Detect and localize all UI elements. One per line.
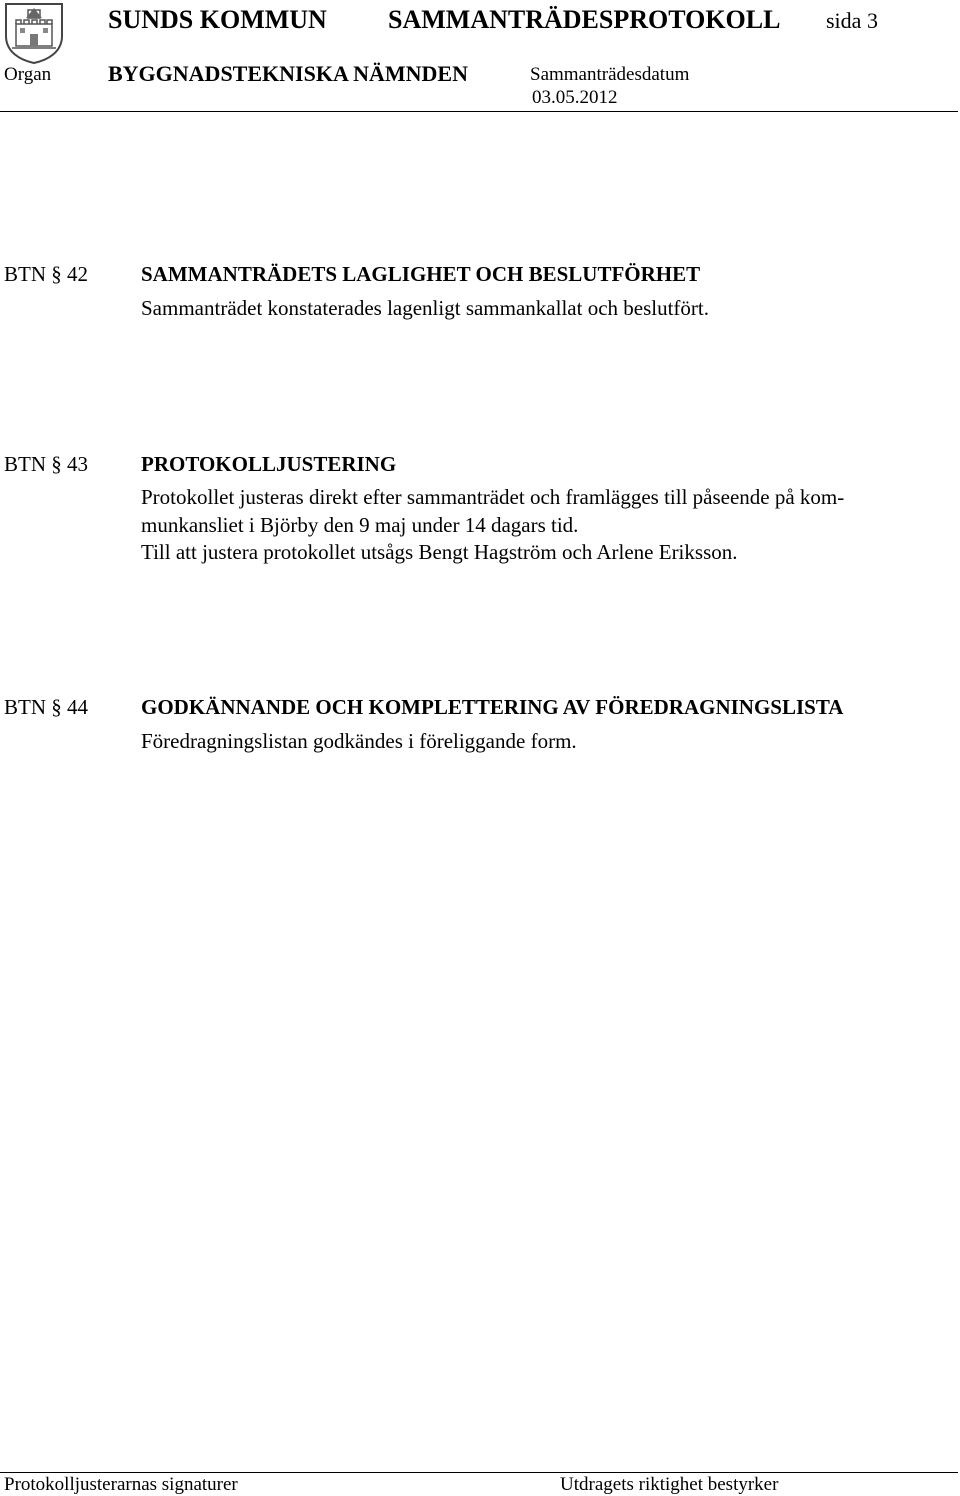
section-text-43-line-2: munkansliet i Björby den 9 maj under 14 dagars tid. [141,513,579,537]
organ-name: BYGGNADSTEKNISKA NÄMNDEN [108,61,468,86]
section-number-44: BTN § 44 [4,695,88,719]
section-number-43: BTN § 43 [4,452,88,476]
certified-label: Utdragets riktighet bestyrker [560,1474,779,1495]
signatures-label: Protokolljusterarnas signaturer [4,1474,238,1495]
section-title-43: PROTOKOLLJUSTERING [141,452,397,476]
coat-of-arms-icon [2,2,66,64]
section-text-44: Föredragningslistan godkändes i föreliggande form. [141,729,577,753]
section-text-42: Sammanträdet konstaterades lagenligt sammankallat och beslutfört. [141,296,709,320]
section-text-43-line-1: Protokollet justeras direkt efter sammanträdet och framlägges till påseende på kom- [141,485,845,509]
organ-label: Organ [4,64,52,85]
page-number: sida 3 [826,8,878,33]
section-title-42: SAMMANTRÄDETS LAGLIGHET OCH BESLUTFÖRHET [141,262,701,286]
document-type: SAMMANTRÄDESPROTOKOLL [388,5,781,34]
municipality-name: SUNDS KOMMUN [108,5,327,34]
footer-divider [0,1472,958,1473]
section-text-43-line-3: Till att justera protokollet utsågs Bengt Hagström och Arlene Eriksson. [141,540,738,564]
header-divider [0,111,958,112]
section-title-44: GODKÄNNANDE OCH KOMPLETTERING AV FÖREDRAGNINGSLISTA [141,695,844,719]
meeting-date: 03.05.2012 [532,87,618,108]
section-number-42: BTN § 42 [4,262,88,286]
date-label: Sammanträdesdatum [530,64,690,85]
